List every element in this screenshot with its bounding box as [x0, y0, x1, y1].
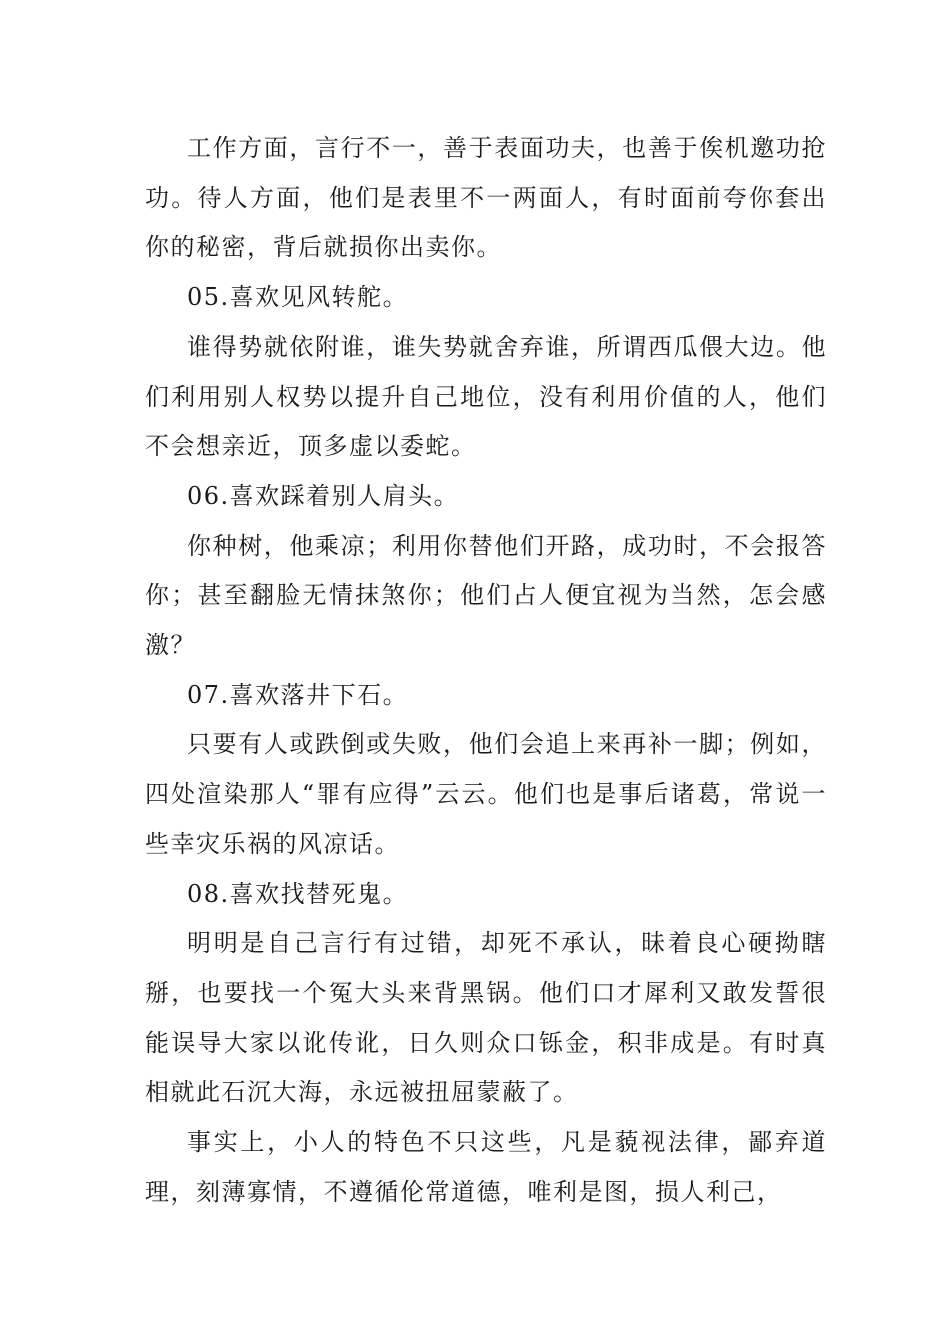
paragraph: 谁得势就依附谁，谁失势就舍弃谁，所谓西瓜偎大边。他们利用别人权势以提升自己地位，没有利用价值的人，他们不会想亲近，顶多虚以委蛇。: [145, 332, 827, 461]
document-body: [145, 124, 827, 1217]
section-heading: 07.喜欢落井下石。: [187, 680, 409, 709]
section-heading: 05.喜欢见风转舵。: [187, 283, 409, 312]
paragraph: 你种树，他乘凉；利用你替他们开路，成功时，不会报答你；甚至翻脸无情抹煞你；他们占人便宜视为当然，怎会感激？: [145, 531, 827, 660]
section-heading: 08.喜欢找替死鬼。: [187, 879, 409, 908]
paragraph: 事实上，小人的特色不只这些，凡是藐视法律，鄙弃道理，刻薄寡情，不遵循伦常道德，唯利是图，损人利己，: [145, 1128, 827, 1206]
section-heading: 06.喜欢踩着别人肩头。: [187, 481, 460, 510]
paragraph: 明明是自己言行有过错，却死不承认，昧着良心硬拗瞎掰，也要找一个冤大头来背黑锅。他们口才犀利又敢发誓很能误导大家以讹传讹，日久则众口铄金，积非成是。有时真相就此石沉大海，永远被扭屈蒙蔽了。: [145, 929, 827, 1107]
paragraph: 只要有人或跌倒或失败，他们会追上来再补一脚；例如，四处渲染那人“罪有应得”云云。他们也是事后诸葛，常说一些幸灾乐祸的风凉话。: [145, 730, 827, 858]
paragraph: 工作方面，言行不一，善于表面功夫，也善于俟机邀功抢功。待人方面，他们是表里不一两面人，有时面前夸你套出你的秘密，背后就损你出卖你。: [145, 134, 827, 262]
